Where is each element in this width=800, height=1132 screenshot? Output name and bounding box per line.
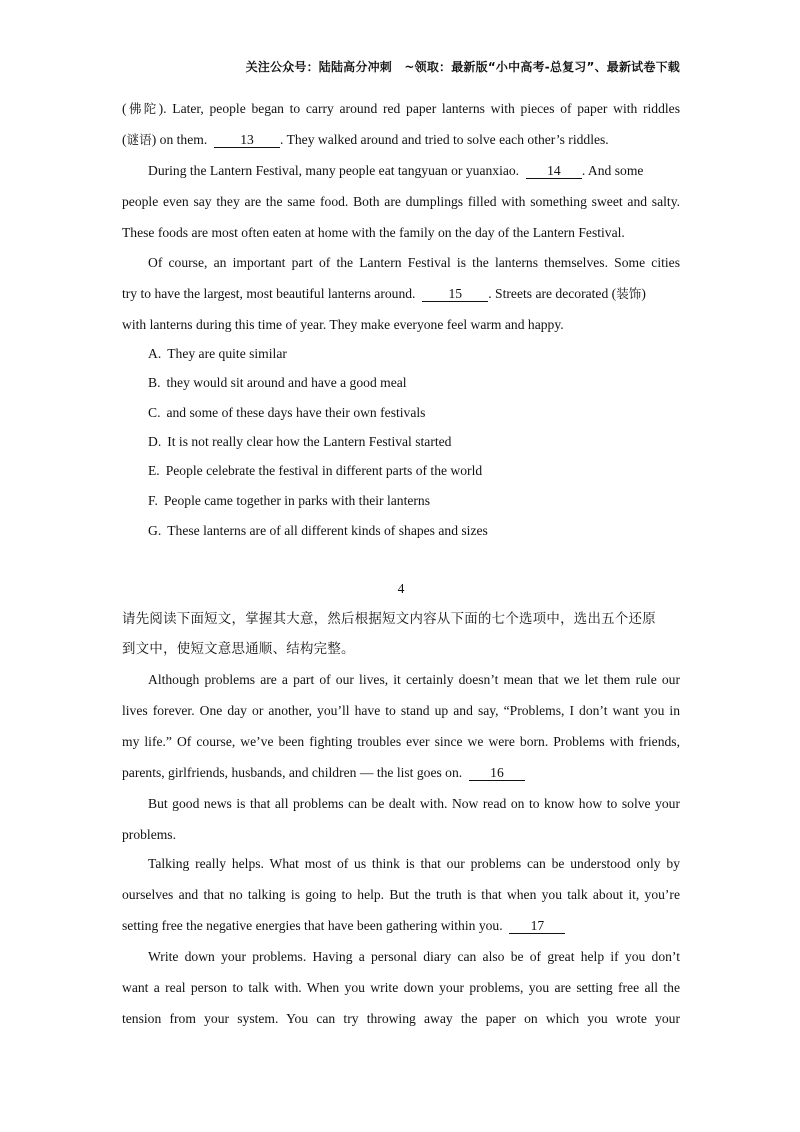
q4p1-line1: Although problems are a part of our lives, it certainly doesn’t mean that we let them rule our [148,672,680,687]
q4p4-line2: want a real person to talk with. When you write down your problems, you are setting free all the [122,980,680,995]
header-left: 关注公众号：陆陆高分冲刺 [245,60,392,74]
q4p4-line3: tension from your system. You can try throwing away the paper on which you wrote your [122,1011,680,1026]
q4p1-line2: lives forever. One day or another, you’ll have to stand up and say, “Problems, I don’t want you in [122,703,680,718]
blank-16: 16 [469,765,525,781]
p2-line3: These foods are most often eaten at home with the family on the day of the Lantern Festival. [122,225,625,240]
option-c: C. and some of these days have their own festivals [148,405,426,420]
p1-line1: (佛陀). Later, people began to carry around red paper lanterns with pieces of paper with riddles [122,101,680,116]
header-right: ~领取：最新版“小中高考-总复习”、最新试卷下载 [404,60,680,74]
p2-line1: During the Lantern Festival, many people eat tangyuan or yuanxiao. 14 . And some [148,163,644,178]
instruction-line2: 到文中，使短文意思通顺、结构完整。 [122,642,355,657]
blank-14: 14 [526,163,582,179]
p3-line1: Of course, an important part of the Lantern Festival is the lanterns themselves. Some cities [148,255,680,270]
page-header [0,58,680,75]
blank-15: 15 [422,286,488,302]
q4p1-line4: parents, girlfriends, husbands, and children — the list goes on. 16 [122,764,680,782]
option-f: F. People came together in parks with their lanterns [148,493,431,508]
option-a: A. They are quite similar [148,346,287,361]
q4p3-line2: ourselves and that no talking is going to help. But the truth is that when you talk about it, you’re [122,887,680,902]
q4p4-line1: Write down your problems. Having a personal diary can also be of great help if you don’t [148,949,680,964]
q4p2-line2: problems. [122,827,176,842]
blank-17: 17 [509,918,565,934]
p3-line2: try to have the largest, most beautiful lanterns around. 15 . Streets are decorated (装饰) [122,286,646,301]
blank-13: 13 [214,132,280,148]
option-g: G. These lanterns are of all different kinds of shapes and sizes [148,523,488,538]
option-d: D. It is not really clear how the Lantern Festival started [148,434,452,449]
option-e: E. People celebrate the festival in different parts of the world [148,463,483,478]
p1-line2: (谜语) on them. 13 . They walked around and tried to solve each other’s riddles. [122,132,609,147]
option-b: B. they would sit around and have a good meal [148,375,407,390]
q4p2-line1: But good news is that all problems can be dealt with. Now read on to know how to solve your [148,796,680,811]
p2-line2: people even say they are the same food. Both are dumplings filled with something sweet and salty. [122,194,680,209]
section-number: 4 [397,581,405,596]
q4p3-line3: setting free the negative energies that have been gathering within you. 17 [122,917,680,935]
q4p1-line3: my life.” Of course, we’ve been fighting troubles ever since we were born. Problems with friends, [122,734,680,749]
instruction-line1: 请先阅读下面短文，掌握其大意，然后根据短文内容从下面的七个选项中，选出五个还原 [122,612,656,627]
p3-line3: with lanterns during this time of year. They make everyone feel warm and happy. [122,317,564,332]
q4p3-line1: Talking really helps. What most of us think is that our problems can be understood only by [148,856,680,871]
